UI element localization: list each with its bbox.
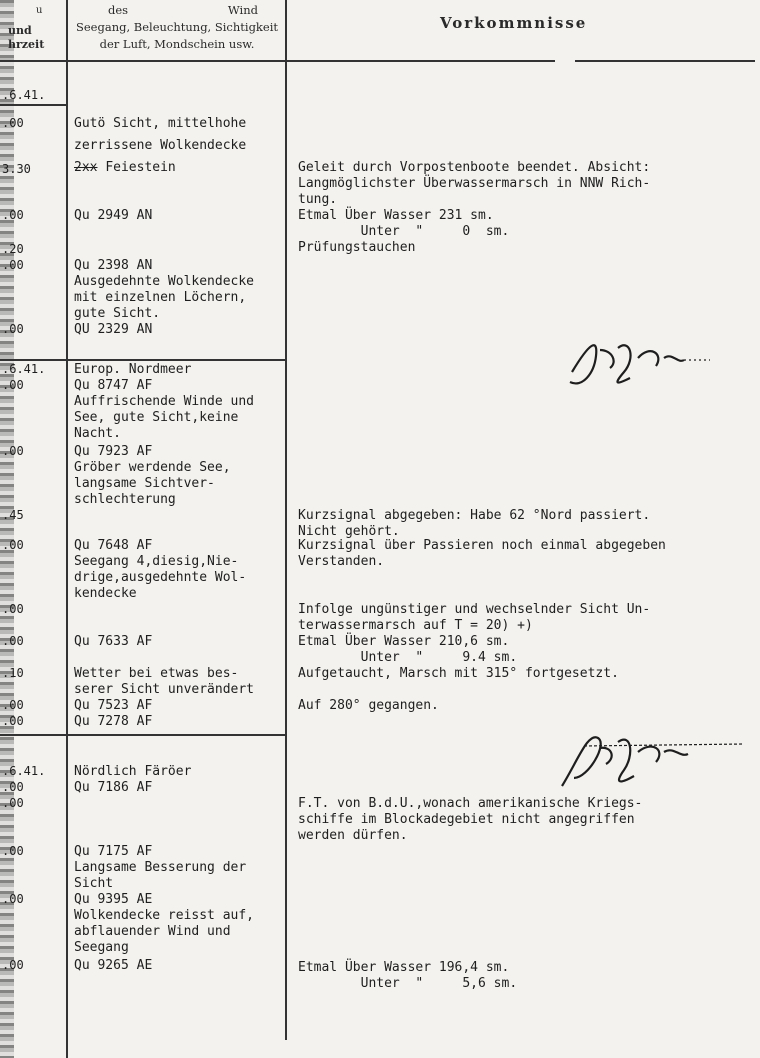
event-line: Etmal Über Wasser 231 sm. <box>298 208 494 223</box>
date-cell: .6.41. <box>2 362 46 376</box>
position-line: Qu 7278 AF <box>74 714 153 729</box>
time-cell: .10 <box>2 666 24 680</box>
weather-line: Sicht <box>74 876 114 891</box>
event-line: F.T. von B.d.U.,wonach amerikanische Kriegs- <box>298 796 643 811</box>
time-cell: .00 <box>2 714 24 728</box>
event-line: Unter " 0 sm. <box>298 224 510 239</box>
position-line: QU 2329 AN <box>74 322 153 337</box>
header-weather-wind: Wind <box>227 3 258 17</box>
weather-line: Wetter bei etwas bes- <box>74 666 239 681</box>
weather-line: Gutö Sicht, mittelhohe <box>74 116 247 131</box>
event-line: Geleit durch Vorpostenboote beendet. Absicht: <box>298 160 651 175</box>
time-cell: .00 <box>2 844 24 858</box>
header-events-column: Vorkommnisse <box>440 14 588 32</box>
position-line: Qu 7633 AF <box>74 634 153 649</box>
time-cell: .00 <box>2 796 24 810</box>
section-rule-2 <box>0 734 285 736</box>
time-cell: .00 <box>2 958 24 972</box>
weather-line: See, gute Sicht,keine <box>74 410 239 425</box>
event-line: Nicht gehört. <box>298 524 400 539</box>
weather-line: Ausgedehnte Wolkendecke <box>74 274 255 289</box>
header-weather-line-1: Seegang, Beleuchtung, Sichtigkeit <box>75 20 279 34</box>
header-weather-column <box>72 2 282 53</box>
event-line: terwassermarsch auf T = 20) +) <box>298 618 533 633</box>
weather-line: schlechterung <box>74 492 176 507</box>
position-line: Qu 7648 AF <box>74 538 153 553</box>
event-line: Infolge ungünstiger und wechselnder Sicht Un- <box>298 602 651 617</box>
weather-line: Seegang <box>74 940 129 955</box>
position-line: Qu 8747 AF <box>74 378 153 393</box>
time-cell: .00 <box>2 208 24 222</box>
event-line: Kurzsignal über Passieren noch einmal abgegeben <box>298 538 666 553</box>
event-line: Kurzsignal abgegeben: Habe 62 °Nord passiert. <box>298 508 651 523</box>
position-line: Qu 7923 AF <box>74 444 153 459</box>
weather-line: abflauender Wind und <box>74 924 231 939</box>
column-rule-1 <box>66 0 68 1058</box>
position-line: Qu 7175 AF <box>74 844 153 859</box>
date-cell: .6.41. <box>2 88 46 102</box>
header-date-line-2: hrzeit <box>8 38 45 51</box>
position-line: Qu 9265 AE <box>74 958 153 973</box>
weather-line: Europ. Nordmeer <box>74 362 192 377</box>
event-line: Aufgetaucht, Marsch mit 315° fortgesetzt. <box>298 666 619 681</box>
time-cell: .00 <box>2 602 24 616</box>
header-date-top: u <box>36 5 43 16</box>
struck-text: 2xx <box>74 160 98 175</box>
time-cell: .00 <box>2 378 24 392</box>
time-cell: .00 <box>2 892 24 906</box>
time-cell: .00 <box>2 538 24 552</box>
header-date-line-1: und <box>8 24 32 37</box>
time-cell: .00 <box>2 322 24 336</box>
weather-line: mit einzelnen Löchern, <box>74 290 247 305</box>
weather-line: drige,ausgedehnte Wol- <box>74 570 247 585</box>
weather-line: serer Sicht unverändert <box>74 682 255 697</box>
time-cell: .00 <box>2 116 24 130</box>
position-line: Qu 7523 AF <box>74 698 153 713</box>
time-cell: 3.30 <box>2 162 31 176</box>
weather-line: zerrissene Wolkendecke <box>74 138 247 153</box>
handwritten-signature <box>554 722 750 794</box>
section-rule-1 <box>0 359 285 361</box>
handwritten-signature <box>560 328 720 392</box>
time-cell: .00 <box>2 698 24 712</box>
event-line: Langmöglichster Überwassermarsch in NNW Rich- <box>298 176 651 191</box>
weather-line: Nacht. <box>74 426 121 441</box>
event-line: Unter " 9.4 sm. <box>298 650 518 665</box>
event-line: Etmal Über Wasser 210,6 sm. <box>298 634 510 649</box>
position-line: Qu 2949 AN <box>74 208 153 223</box>
weather-line: Auffrischende Winde und <box>74 394 255 409</box>
column-rule-2 <box>285 0 287 1040</box>
weather-line-text: Feiestein <box>105 160 176 175</box>
event-line: werden dürfen. <box>298 828 408 843</box>
event-line: Unter " 5,6 sm. <box>298 976 518 991</box>
position-line: Qu 9395 AE <box>74 892 153 907</box>
time-cell: .20 <box>2 242 24 256</box>
time-cell: .00 <box>2 780 24 794</box>
position-line: Qu 7186 AF <box>74 780 153 795</box>
weather-line: gute Sicht. <box>74 306 161 321</box>
event-line: tung. <box>298 192 338 207</box>
event-line: schiffe im Blockadegebiet nicht angegriffen <box>298 812 635 827</box>
time-cell: .00 <box>2 258 24 272</box>
weather-line: Gröber werdende See, <box>74 460 231 475</box>
weather-line: Seegang 4,diesig,Nie- <box>74 554 239 569</box>
weather-line: Wolkendecke reisst auf, <box>74 908 255 923</box>
header-weather-line-2: der Luft, Mondschein usw. <box>99 37 255 51</box>
header-date-column <box>8 5 45 52</box>
time-cell: .00 <box>2 634 24 648</box>
weather-line: Nördlich Färöer <box>74 764 192 779</box>
weather-line: langsame Sichtver- <box>74 476 215 491</box>
header-rule <box>0 60 555 62</box>
header-rule-right <box>575 60 755 62</box>
position-line: Qu 2398 AN <box>74 258 153 273</box>
header-weather-des: des <box>108 3 129 17</box>
date-cell: .6.41. <box>2 764 46 778</box>
date-rule-1 <box>0 104 66 106</box>
time-cell: .45 <box>2 508 24 522</box>
weather-line: kendecke <box>74 586 137 601</box>
weather-line <box>74 160 176 175</box>
event-line: Verstanden. <box>298 554 385 569</box>
event-line: Auf 280° gegangen. <box>298 698 439 713</box>
weather-line: Langsame Besserung der <box>74 860 247 875</box>
time-cell: .00 <box>2 444 24 458</box>
event-line: Etmal Über Wasser 196,4 sm. <box>298 960 510 975</box>
event-line: Prüfungstauchen <box>298 240 416 255</box>
